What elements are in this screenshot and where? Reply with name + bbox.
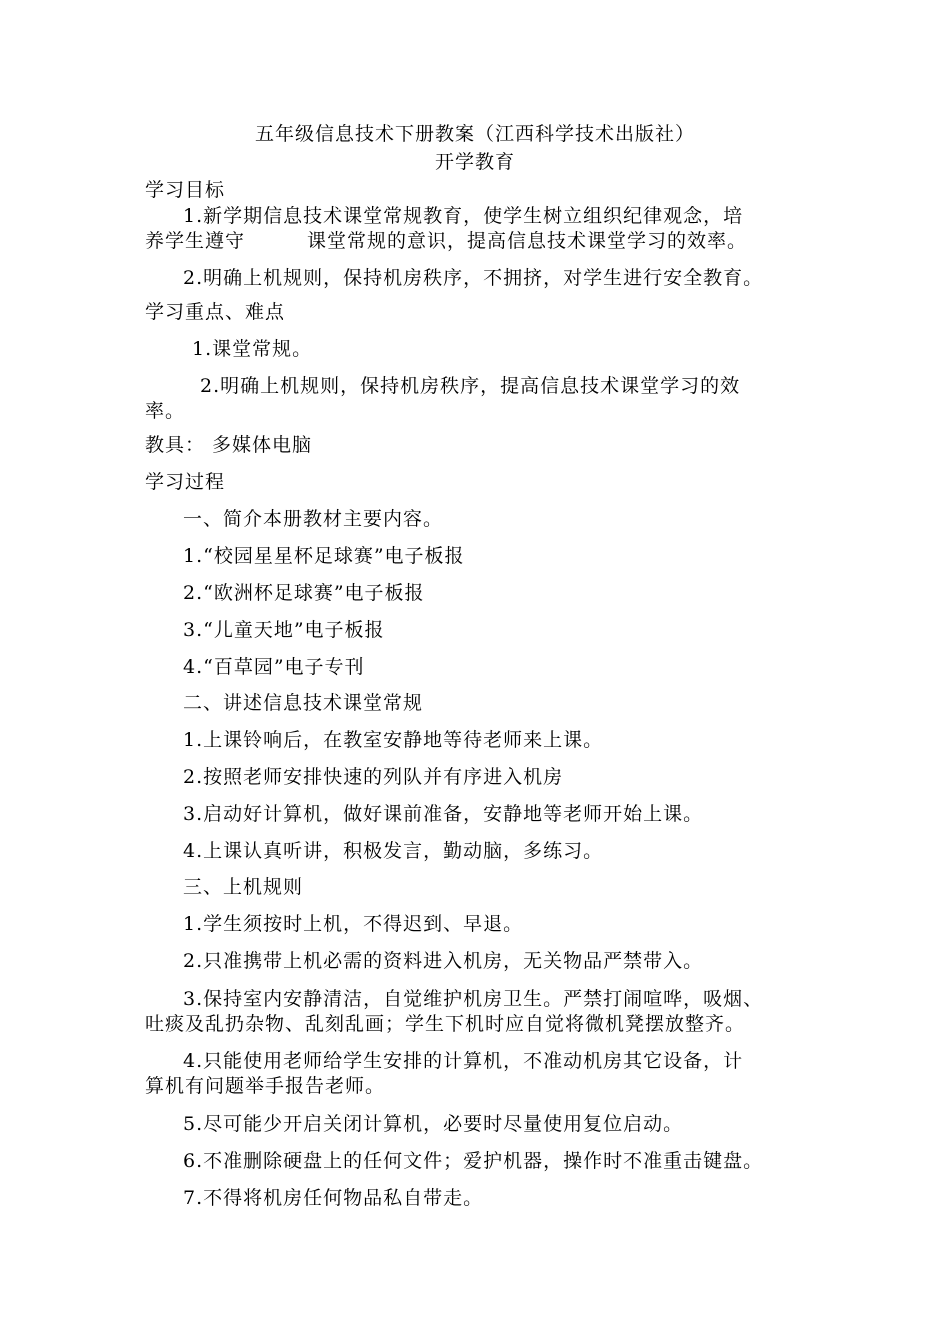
section-1-item: 3.“儿童天地”电子板报 [183, 619, 385, 641]
section-3-item: 3.保持室内安静清洁，自觉维护机房卫生。严禁打闹喧哗，吸烟、 [183, 988, 764, 1010]
section-1-item: 4.“百草园”电子专刊 [183, 656, 365, 678]
objectives-heading: 学习目标 [145, 179, 226, 201]
section-3-item: 5.尽可能少开启关闭计算机，必要时尽量使用复位启动。 [183, 1113, 684, 1135]
objective-1-line-2b: 课堂常规的意识，提高信息技术课堂学习的效率。 [307, 230, 748, 252]
objective-2: 2.明确上机规则，保持机房秩序，不拥挤，对学生进行安全教育。 [183, 267, 764, 289]
section-2-item: 4.上课认真听讲，积极发言，勤动脑，多练习。 [183, 840, 604, 862]
process-heading: 学习过程 [145, 471, 226, 493]
keypoint-1: 1.课堂常规。 [192, 338, 313, 360]
section-3-item: 4.只能使用老师给学生安排的计算机，不准动机房其它设备，计 [183, 1050, 744, 1072]
section-3-heading: 三、上机规则 [183, 876, 304, 898]
section-1-item: 2.“欧洲杯足球赛”电子板报 [183, 582, 425, 604]
teaching-tools: 教具： 多媒体电脑 [145, 434, 313, 456]
section-1-heading: 一、简介本册教材主要内容。 [183, 508, 444, 530]
section-3-item: 7.不得将机房任何物品私自带走。 [183, 1187, 484, 1209]
section-2-item: 2.按照老师安排快速的列队并有序进入机房 [183, 766, 564, 788]
keypoint-2-line-2: 率。 [145, 400, 186, 422]
objective-1-line-1: 1.新学期信息技术课堂常规教育，使学生树立组织纪律观念，培 [183, 205, 744, 227]
section-3-item-continued: 吐痰及乱扔杂物、乱刻乱画；学生下机时应自觉将微机凳摆放整齐。 [145, 1013, 746, 1035]
section-3-item: 1.学生须按时上机，不得迟到、早退。 [183, 913, 524, 935]
section-1-item: 1.“校园星星杯足球赛”电子板报 [183, 545, 465, 567]
objective-1-line-2 [145, 230, 747, 252]
keypoints-heading: 学习重点、难点 [145, 301, 286, 323]
section-3-item: 6.不准删除硬盘上的任何文件；爱护机器，操作时不准重击键盘。 [183, 1150, 764, 1172]
section-2-item: 1.上课铃响后，在教室安静地等待老师来上课。 [183, 729, 604, 751]
lesson-title: 开学教育 [434, 151, 515, 173]
section-2-heading: 二、讲述信息技术课堂常规 [183, 692, 424, 714]
keypoint-2-line-1: 2.明确上机规则，保持机房秩序，提高信息技术课堂学习的效 [200, 375, 741, 397]
objective-1-line-2a: 养学生遵守 [145, 230, 246, 252]
document-title: 五年级信息技术下册教案（江西科学技术出版社） [254, 123, 695, 145]
section-3-item-continued: 算机有问题举手报告老师。 [145, 1075, 386, 1097]
section-3-item: 2.只准携带上机必需的资料进入机房，无关物品严禁带入。 [183, 950, 704, 972]
section-2-item: 3.启动好计算机，做好课前准备，安静地等老师开始上课。 [183, 803, 704, 825]
